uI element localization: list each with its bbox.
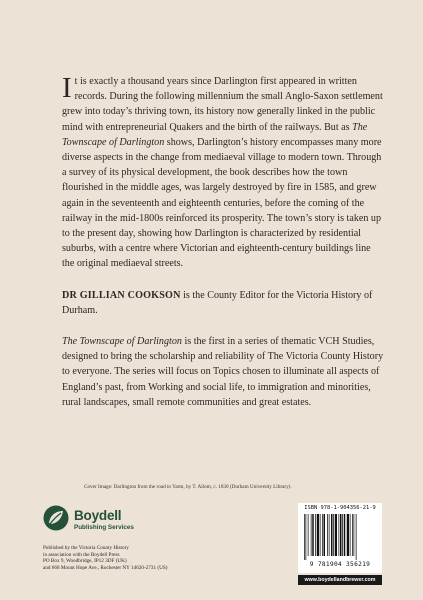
publisher-line: in association with the Boydell Press: [43, 551, 120, 558]
barcode-bar: [344, 514, 346, 556]
series-text: is the first in a series of thematic VCH Studies, designed to bring the scholarship and reliability of The Victoria County History to everyone. The series will focus on Topics chosen to illuminate all aspects of England’s past, from Working and social life, to immigration and minorities, rural landscapes, small remote communities and great estates.: [62, 336, 384, 408]
barcode-bar: [312, 514, 314, 556]
author-name: DR GILLIAN COOKSON: [62, 289, 181, 301]
isbn-label: ISBN 978-1-904356-21-9: [304, 505, 376, 511]
intro-book-title: The Townscape of Darlington: [62, 121, 368, 148]
series-paragraph: [62, 334, 384, 410]
barcode-bar: [329, 514, 330, 556]
author-paragraph: [62, 288, 384, 318]
barcode-bar: [304, 514, 305, 560]
intro-text-continued: shows, Darlington’s history encompasses many more diverse aspects in the change from mediaeval village to modern town. Through a survey of its physical development, the book describes how the town flourished in the middle ages, was largely destroyed by fire in 1585, and grew again in the seventeenth and eighteenth centuries, before the coming of the railway in the mid-1800s reinforced its prosperity. The town’s story is taken up to the present day, showing how Darlington is characterized by residential suburbs, with a centre where Victorian and eighteenth-century buildings line the original mediaeval streets.: [62, 136, 382, 270]
isbn-barcode: [298, 503, 382, 573]
barcode-bar: [335, 514, 337, 556]
barcode-bar: [327, 514, 328, 556]
drop-cap: I: [62, 72, 72, 104]
barcode-bar: [347, 514, 349, 556]
barcode-bar: [339, 514, 340, 556]
boydell-leaf-icon: [43, 505, 69, 531]
author-bio: is the County Editor for the Victoria History of Durham.: [62, 289, 373, 316]
series-book-title: The Townscape of Darlington: [62, 336, 182, 348]
blurb-text: [62, 74, 384, 426]
boydell-logo: [43, 505, 183, 535]
barcode-bar: [324, 514, 326, 556]
barcode-bar: [315, 514, 316, 556]
barcode-bar: [306, 514, 307, 560]
barcode-bar: [354, 514, 355, 556]
publisher-line: and 668 Mount Hope Ave., Rochester NY 14620-2731 (US): [43, 564, 168, 571]
logo-name: Boydell: [74, 508, 122, 523]
website-banner: [298, 575, 382, 585]
cover-image-caption: Cover Image: Darlington from the road to Yarm, by T. Allom, c. 1830 (Durham University Library).: [84, 484, 292, 490]
barcode-bar: [350, 514, 351, 556]
blurb-intro-paragraph: [62, 74, 384, 272]
barcode-bar: [322, 514, 323, 556]
publisher-line: Published by the Victoria County History: [43, 545, 129, 551]
publisher-line: PO Box 9, Woodbridge, IP12 3DF (UK): [43, 558, 127, 565]
barcode-bar: [333, 514, 334, 556]
barcode-digits: 9 781904 356219: [309, 561, 371, 568]
logo-subtitle: Publishing Services: [74, 524, 134, 531]
barcode-bar: [320, 514, 321, 556]
barcode-bar: [356, 514, 357, 560]
barcode-bar: [317, 514, 319, 556]
barcode-bar: [308, 514, 309, 556]
barcode-bar: [342, 514, 343, 556]
barcode-bars: [304, 514, 376, 560]
barcode-bar: [340, 514, 342, 556]
intro-text: t is exactly a thousand years since Darlington first appeared in written records. During the following millennium the small Anglo-Saxon settlement grew into today’s thriving town, its history now generally linked in the public mind with entrepreneurial Quakers and the birth of the railways. But as: [62, 76, 383, 133]
barcode-bar: [331, 514, 333, 556]
barcode-bar: [352, 514, 353, 556]
publisher-address: [43, 545, 263, 571]
barcode-bar: [311, 514, 312, 556]
website-url[interactable]: www.boydellandbrewer.com: [304, 577, 376, 583]
